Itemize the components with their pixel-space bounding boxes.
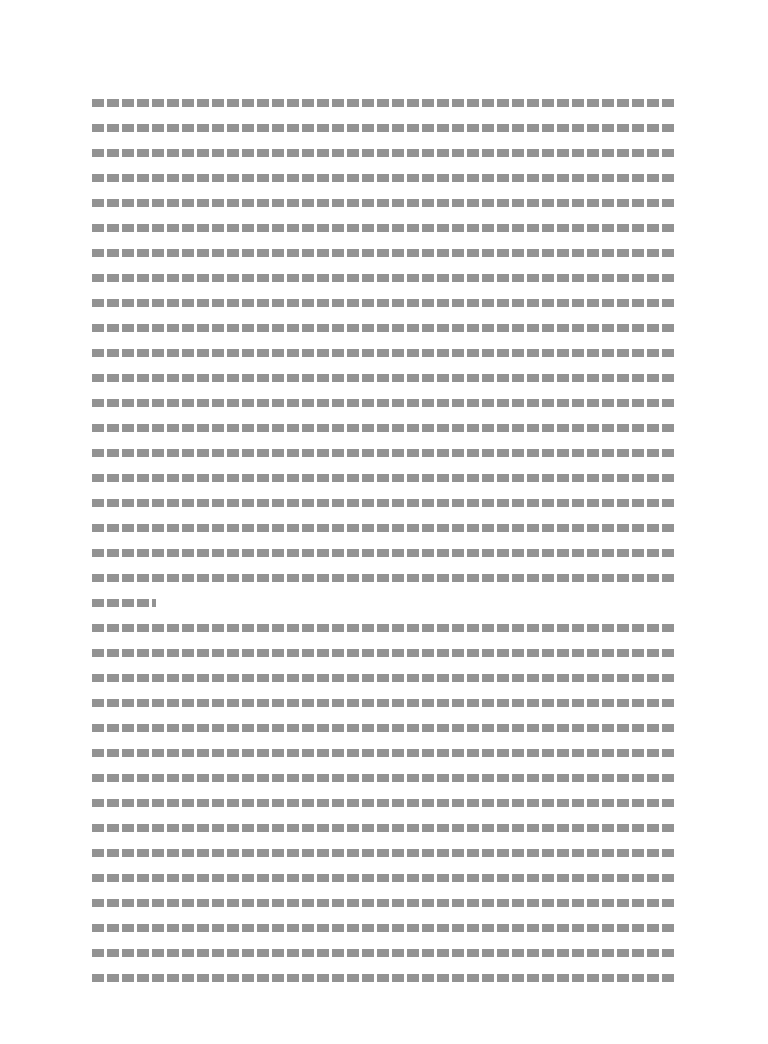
text-line [92,590,676,615]
text-line [92,815,676,840]
text-line [92,965,676,990]
text-line [92,690,676,715]
body-text [92,90,676,990]
text-line [92,315,676,340]
text-line [92,790,676,815]
text-line [92,215,676,240]
text-line [92,740,676,765]
text-line [92,840,676,865]
text-line [92,415,676,440]
text-line [92,490,676,515]
paragraph-1 [92,90,676,615]
text-line [92,565,676,590]
text-line [92,915,676,940]
text-line [92,615,676,640]
text-line [92,265,676,290]
text-line [92,140,676,165]
text-line [92,765,676,790]
text-line [92,865,676,890]
text-line [92,890,676,915]
paragraph-2 [92,615,676,990]
text-line [92,440,676,465]
text-line [92,715,676,740]
text-line [92,540,676,565]
text-line [92,90,676,115]
text-line [92,165,676,190]
text-line [92,340,676,365]
text-line [92,290,676,315]
text-line [92,665,676,690]
text-line [92,515,676,540]
text-line [92,240,676,265]
text-line [92,390,676,415]
text-line [92,465,676,490]
text-line [92,190,676,215]
text-line [92,115,676,140]
text-line [92,640,676,665]
text-line [92,940,676,965]
text-line [92,365,676,390]
